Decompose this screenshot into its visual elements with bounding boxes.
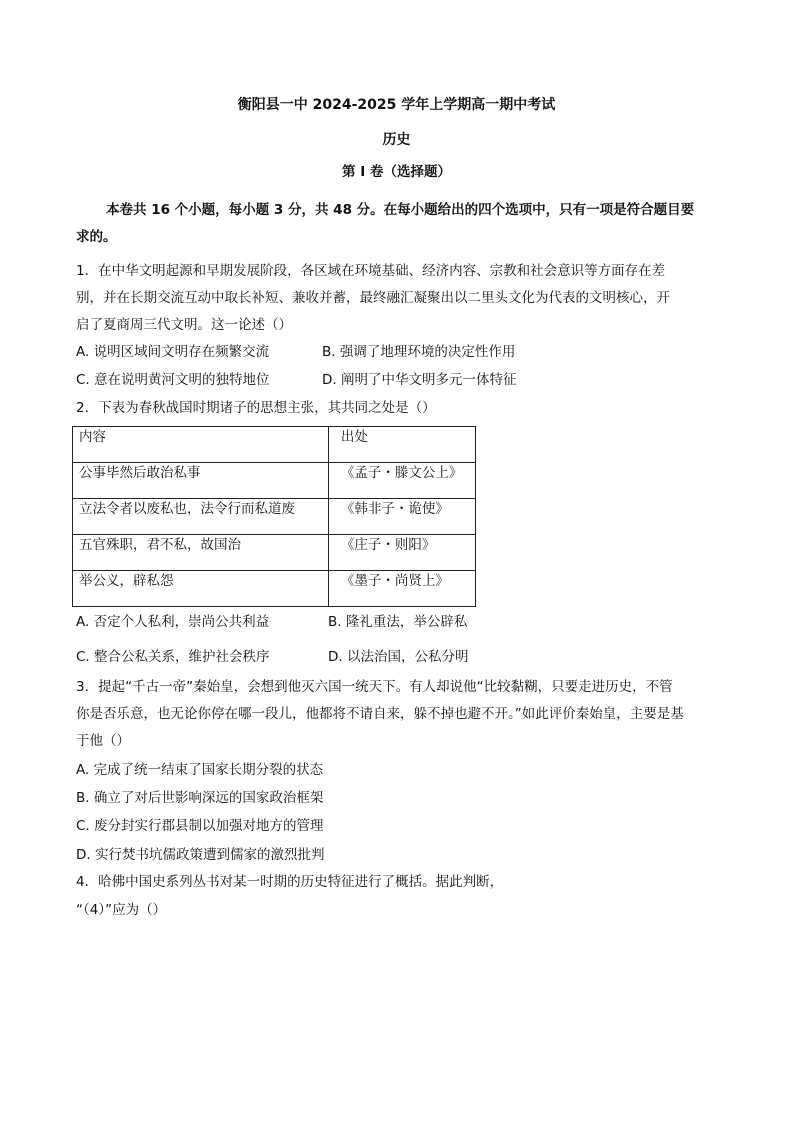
table-header-source: 出处	[328, 427, 475, 463]
q1-stem-line-1: 1．在中华文明起源和早期发展阶段，各区域在环境基础、经济内容、宗教和社会意识等方面存在差	[76, 263, 666, 279]
q3-option-c: C. 废分封实行郡县制以加强对地方的管理	[76, 818, 324, 834]
table-row	[73, 463, 476, 499]
q1-option-d: D. 阐明了中华文明多元一体特征	[322, 372, 517, 388]
table-row	[73, 535, 476, 571]
q1-option-c: C. 意在说明黄河文明的独特地位	[76, 372, 270, 388]
q2-table	[72, 426, 476, 607]
q3-option-a: A. 完成了统一结束了国家长期分裂的状态	[76, 762, 324, 778]
q3-option-b: B. 确立了对后世影响深远的国家政治框架	[76, 790, 324, 806]
q4-stem-line-1: 4．哈佛中国史系列丛书对某一时期的历史特征进行了概括。据此判断，	[76, 874, 504, 890]
instructions-line-2: 求的。	[76, 229, 117, 245]
q4-stem-line-2: “（4）”应为（）	[76, 902, 167, 918]
q2-option-d: D. 以法治国，公私分明	[328, 649, 469, 665]
q2-option-c: C. 整合公私关系，维护社会秩序	[76, 649, 270, 665]
table-cell-content: 立法令者以废私也，法令行而私道废	[73, 499, 329, 535]
instructions-line-1: 本卷共 16 个小题，每小题 3 分，共 48 分。在每小题给出的四个选项中，只有一项是符合题目要	[106, 202, 695, 218]
table-cell-source: 《墨子・尚贤上》	[328, 571, 475, 607]
q1-option-a: A. 说明区域间文明存在频繁交流	[76, 344, 270, 360]
table-cell-content: 公事毕然后敢治私事	[73, 463, 329, 499]
q2-stem: 2．下表为春秋战国时期诸子的思想主张，其共同之处是（）	[76, 400, 436, 416]
q1-option-b: B. 强调了地理环境的决定性作用	[322, 344, 516, 360]
table-cell-content: 五官殊职，君不私，故国治	[73, 535, 329, 571]
table-cell-source: 《庄子・则阳》	[328, 535, 475, 571]
q3-stem-line-1: 3．提起“千古一帝”秦始皇，会想到他灭六国一统天下。有人却说他“比较黏糊，只要走进历史，不管	[76, 679, 673, 695]
q3-stem-line-3: 于他（）	[76, 733, 130, 749]
q2-option-a: A. 否定个人私利，崇尚公共利益	[76, 614, 270, 630]
exam-title: 衡阳县一中 2024-2025 学年上学期高一期中考试	[237, 97, 556, 113]
subject-title: 历史	[382, 132, 411, 148]
table-row	[73, 571, 476, 607]
q3-option-d: D. 实行焚书坑儒政策遭到儒家的激烈批判	[76, 847, 325, 863]
table-row	[73, 499, 476, 535]
table-cell-content: 举公义，辟私怨	[73, 571, 329, 607]
q3-stem-line-2: 你是否乐意，也无论你停在哪一段儿，他都将不请自来，躲不掉也避不开。”如此评价秦始皇，主要是基	[76, 706, 684, 722]
q1-stem-line-3: 启了夏商周三代文明。这一论述（）	[76, 317, 292, 333]
table-cell-source: 《韩非子・诡使》	[328, 499, 475, 535]
table-cell-source: 《孟子・滕文公上》	[328, 463, 475, 499]
section-title: 第 I 卷（选择题）	[342, 164, 451, 180]
table-header-content: 内容	[73, 427, 329, 463]
q2-option-b: B. 隆礼重法，举公辟私	[328, 614, 468, 630]
q1-stem-line-2: 别，并在长期交流互动中取长补短、兼收并蓄，最终融汇凝聚出以二里头文化为代表的文明核心，开	[76, 290, 670, 306]
table-header-row	[73, 427, 476, 463]
